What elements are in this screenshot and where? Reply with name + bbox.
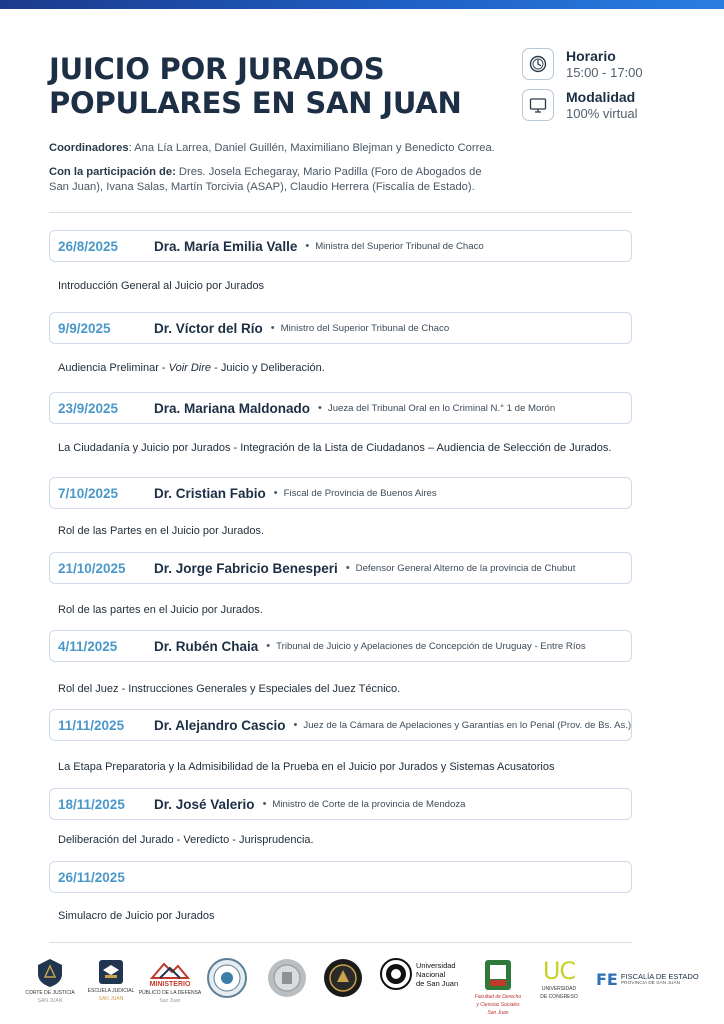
session-topic xyxy=(58,362,678,374)
topic-italic: Voir Dire xyxy=(168,362,212,374)
session-card xyxy=(49,312,632,344)
bullet-separator: • xyxy=(273,487,278,499)
corte-caption-1: CORTE DE JUSTICIA xyxy=(25,990,75,996)
session-date: 23/9/2025 xyxy=(58,400,119,416)
speaker-name: Dr. José Valerio xyxy=(154,796,255,812)
session-date: 9/9/2025 xyxy=(58,320,111,336)
unsj-logo xyxy=(380,958,460,990)
uc-caption-1: UNIVERSIDAD xyxy=(541,986,577,992)
speaker-role: Ministra del Superior Tribunal de Chaco xyxy=(315,240,484,252)
escuela-judicial-logo xyxy=(86,958,136,1002)
ministerio-caption-3: San Juan xyxy=(159,998,181,1004)
ministerio-caption-1: MINISTERIO xyxy=(149,981,191,988)
seal-logo-3 xyxy=(322,958,364,998)
top-color-bar xyxy=(0,0,724,9)
speaker-role: Juez de la Cámara de Apelaciones y Garantías en lo Penal (Prov. de Bs. As.) xyxy=(303,719,632,731)
speaker-name: Dra. María Emilia Valle xyxy=(154,238,298,254)
bullet-separator: • xyxy=(293,719,298,731)
session-date: 21/10/2025 xyxy=(58,560,126,576)
session-date: 11/11/2025 xyxy=(58,717,125,733)
title-line-1: JUICIO POR JURADOS xyxy=(49,52,385,86)
topic-part: - Juicio y Deliberación. xyxy=(211,362,325,374)
session-topic: La Ciudadanía y Juicio por Jurados - Integración de la Lista de Ciudadanos – Audiencia de Selección de Jurados. xyxy=(58,442,612,454)
speaker-role: Ministro del Superior Tribunal de Chaco xyxy=(280,322,450,334)
horario-block xyxy=(522,48,712,82)
unsj-caption-2: Nacional xyxy=(416,969,446,979)
session-card xyxy=(49,477,632,509)
session-topic: Rol de las partes en el Juicio por Jurados. xyxy=(58,604,263,616)
session-topic: Rol de las Partes en el Juicio por Jurados. xyxy=(58,525,265,537)
clock-icon xyxy=(522,48,554,80)
session-date: 18/11/2025 xyxy=(58,796,125,812)
modalidad-label: Modalidad xyxy=(566,89,636,105)
participacion-line xyxy=(49,165,489,195)
ministerio-defensa-logo xyxy=(138,958,202,1004)
bullet-separator: • xyxy=(305,240,310,252)
session-card xyxy=(49,230,632,262)
facultad-caption-2: y Ciencias Sociales xyxy=(476,1002,520,1008)
session-card xyxy=(49,552,632,584)
session-date: 26/8/2025 xyxy=(58,238,119,254)
unsj-caption-1: Universidad xyxy=(416,960,456,970)
bullet-separator: • xyxy=(345,562,350,574)
bullet-separator: • xyxy=(262,798,267,810)
modalidad-value: 100% virtual xyxy=(566,106,638,121)
session-date: 7/10/2025 xyxy=(58,485,119,501)
title-line-2: POPULARES EN SAN JUAN xyxy=(49,86,462,120)
sponsor-logos xyxy=(26,958,706,1018)
fiscalia-caption-1: FISCALÍA DE ESTADO xyxy=(620,972,699,981)
modalidad-block xyxy=(522,89,712,123)
speaker-name: Dr. Rubén Chaia xyxy=(154,638,259,654)
session-card xyxy=(49,709,632,741)
coordinadores-label: Coordinadores xyxy=(49,142,129,154)
session-topic: Deliberación del Jurado - Veredicto - Jurisprudencia. xyxy=(58,834,314,846)
speaker-role: Defensor General Alterno de la provincia de Chubut xyxy=(355,562,576,574)
session-card xyxy=(49,861,632,893)
speaker-name: Dr. Alejandro Cascio xyxy=(154,717,286,733)
fiscalia-caption-2: PROVINCIA DE SAN JUAN xyxy=(620,981,681,986)
speaker-role: Tribunal de Juicio y Apelaciones de Concepción de Uruguay - Entre Ríos xyxy=(276,640,586,652)
speaker-role: Fiscal de Provincia de Buenos Aires xyxy=(283,487,437,499)
divider-top xyxy=(49,212,632,213)
uc-caption-2: DE CONGRESO xyxy=(540,994,578,1000)
bullet-separator: • xyxy=(318,402,322,414)
horario-value: 15:00 - 17:00 xyxy=(566,65,643,80)
session-date: 26/11/2025 xyxy=(58,869,125,885)
session-topic: Introducción General al Juicio por Jurados xyxy=(58,280,265,292)
session-topic: Rol del Juez - Instrucciones Generales y Especiales del Juez Técnico. xyxy=(58,683,401,695)
unsj-caption-3: de San Juan xyxy=(416,978,459,988)
fiscalia-estado-logo xyxy=(596,970,706,989)
speaker-name: Dr. Víctor del Río xyxy=(154,320,263,336)
seal-logo-2 xyxy=(266,958,308,998)
escuela-caption-1: ESCUELA JUDICIAL xyxy=(87,988,135,994)
universidad-congreso-logo xyxy=(536,958,582,1000)
facultad-caption-3: San Juan xyxy=(487,1010,509,1016)
seal-logo-1 xyxy=(206,958,248,998)
session-card xyxy=(49,630,632,662)
facultad-derecho-logo xyxy=(468,958,528,1016)
topic-part: Audiencia Preliminar - xyxy=(58,362,169,374)
page-title xyxy=(49,52,489,120)
fiscalia-mark: FE xyxy=(596,970,618,989)
bullet-separator: • xyxy=(266,640,271,652)
session-topic: La Etapa Preparatoria y la Admisibilidad de la Prueba en el Juicio por Jurados y Sistemas Acusatorios xyxy=(58,761,555,773)
session-date: 4/11/2025 xyxy=(58,638,118,654)
participacion-text: Dres. Josela Echegaray, Mario Padilla (Foro de Abogados de San Juan), Ivana Salas, Martín Torcivia (ASAP), Claudio Herrera (Fiscalía de Estado). xyxy=(49,166,482,193)
speaker-name: Dr. Jorge Fabricio Benesperi xyxy=(154,560,338,576)
corte-justicia-logo xyxy=(26,958,74,1004)
speaker-role: Ministro de Corte de la provincia de Mendoza xyxy=(272,798,466,810)
uc-mark: UC xyxy=(542,957,576,985)
ministerio-caption-2: PÚBLICO DE LA DEFENSA xyxy=(138,990,202,996)
session-topic: Simulacro de Juicio por Jurados xyxy=(58,910,215,922)
session-card xyxy=(49,392,632,424)
divider-bottom xyxy=(49,942,632,943)
speaker-name: Dra. Mariana Maldonado xyxy=(154,400,311,416)
facultad-caption-1: Facultad de Derecho xyxy=(474,994,522,1000)
monitor-icon xyxy=(522,89,554,121)
corte-caption-2: SAN JUAN xyxy=(37,998,63,1004)
bullet-separator: • xyxy=(270,322,275,334)
speaker-name: Dr. Cristian Fabio xyxy=(154,485,266,501)
escuela-caption-2: SAN JUAN xyxy=(98,996,124,1002)
participacion-label: Con la participación de: xyxy=(49,166,176,178)
speaker-role: Jueza del Tribunal Oral en lo Criminal N.° 1 de Morón xyxy=(327,402,556,414)
coordinadores-line xyxy=(49,141,649,155)
session-card xyxy=(49,788,632,820)
horario-label: Horario xyxy=(566,48,616,64)
coordinadores-text: : Ana Lía Larrea, Daniel Guillén, Maximiliano Blejman y Benedicto Correa. xyxy=(128,142,495,154)
